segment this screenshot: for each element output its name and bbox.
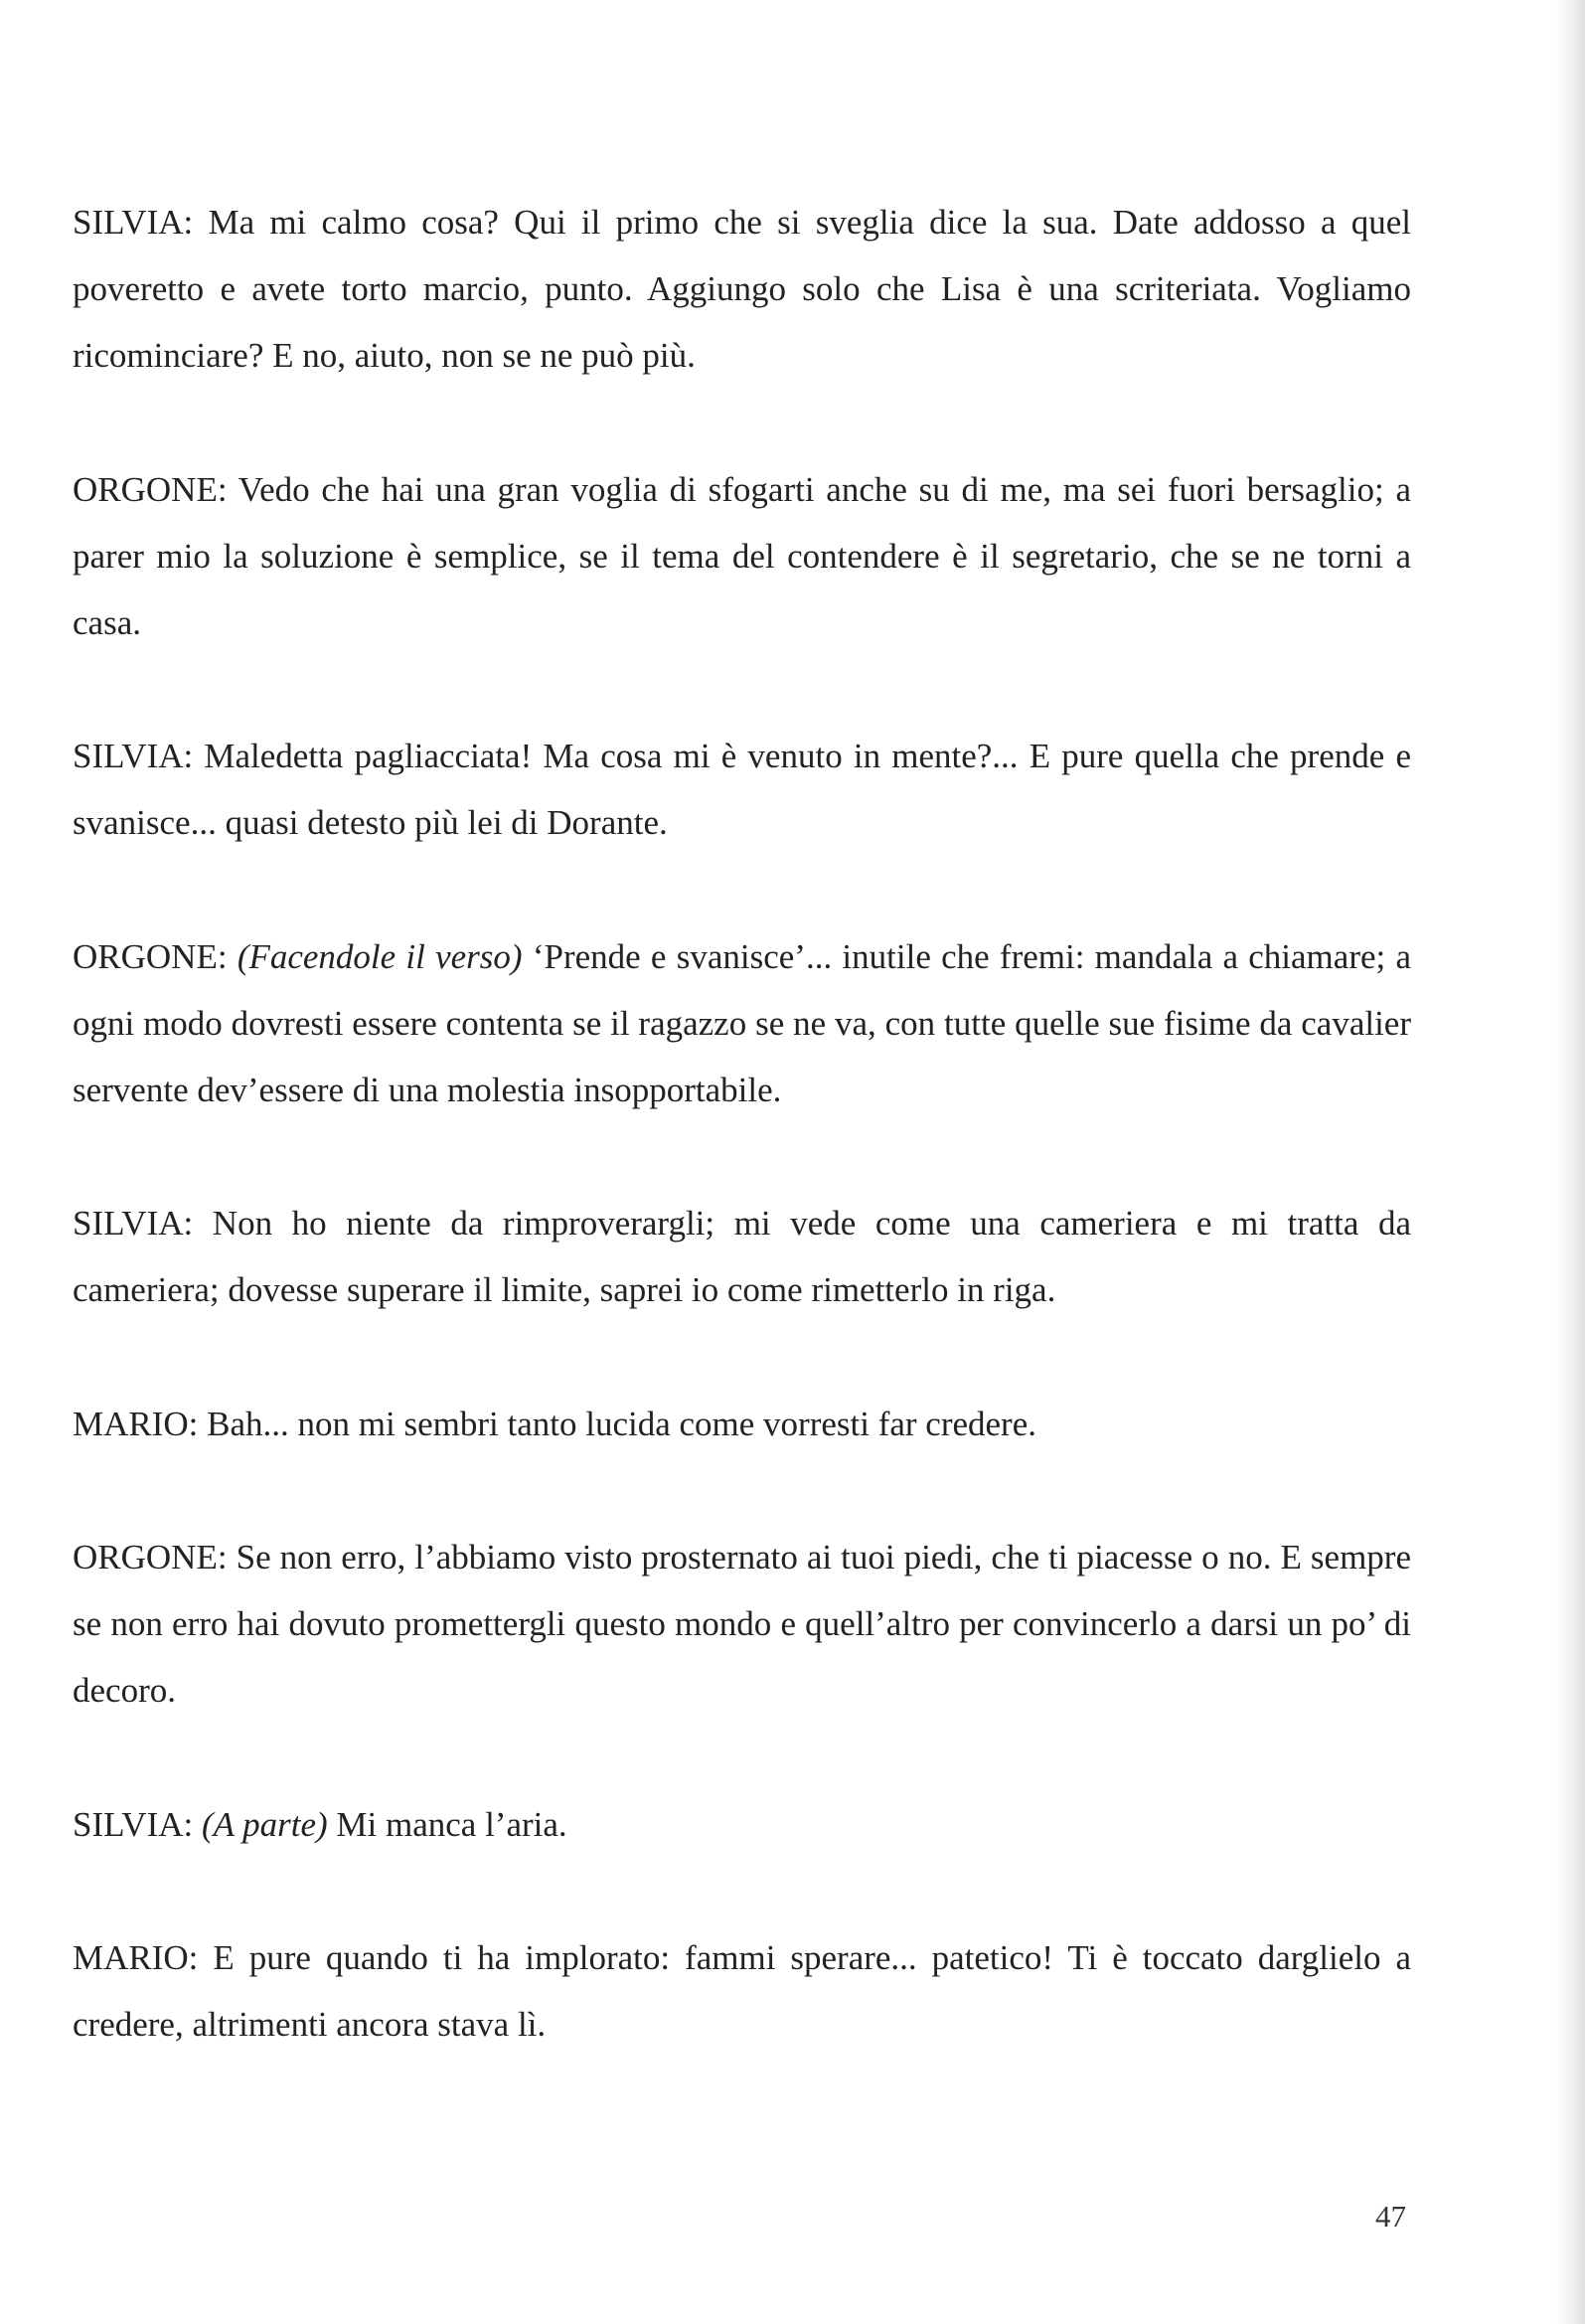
- dialogue-paragraph: [73, 1391, 1411, 1457]
- dialogue-paragraph: [73, 723, 1411, 856]
- dialogue-text: E pure quando ti ha implorato: fammi sperare... patetico! Ti è toccato darglielo a credere, altrimenti ancora stava lì.: [73, 1938, 1411, 2044]
- speaker-name: SILVIA:: [73, 203, 194, 242]
- speaker-name: SILVIA:: [73, 1204, 194, 1243]
- speaker-name: MARIO:: [73, 1405, 199, 1443]
- dialogue-paragraph: [73, 456, 1411, 656]
- speaker-name: ORGONE:: [73, 1538, 228, 1577]
- speaker-name: ORGONE:: [73, 470, 228, 509]
- page-number: 47: [1375, 2199, 1406, 2234]
- dialogue-text: Bah... non mi sembri tanto lucida come vorresti far credere.: [207, 1405, 1036, 1443]
- dialogue-paragraph: [73, 923, 1411, 1123]
- dialogue-text: Vedo che hai una gran voglia di sfogarti anche su di me, ma sei fuori bersaglio; a parer mio la soluzione è semplice, se il tema del contendere è il segretario, che se ne torni a casa.: [73, 470, 1411, 642]
- speaker-name: MARIO:: [73, 1938, 199, 1977]
- dialogue-paragraph: [73, 1524, 1411, 1724]
- speaker-name: SILVIA:: [73, 737, 194, 775]
- dialogue-paragraph: [73, 1190, 1411, 1323]
- dialogue-paragraph: [73, 1924, 1411, 2058]
- dialogue-text: Ma mi calmo cosa? Qui il primo che si sveglia dice la sua. Date addosso a quel poveretto e avete torto marcio, punto. Aggiungo solo che Lisa è una scriteriata. Vogliamo ricominciare? E no, aiuto, non se ne può più.: [73, 203, 1412, 375]
- stage-direction: (A parte): [201, 1805, 328, 1844]
- dialogue-text: ‘Prende e svanisce’... inutile che fremi: mandala a chiamare; a ogni modo dovresti essere contenta se il ragazzo se ne va, con tutte quelle sue fisime da cavalier servente dev’essere di una molestia insopportabile.: [73, 937, 1412, 1109]
- dialogue-text: Se non erro, l’abbiamo visto prosternato ai tuoi piedi, che ti piacesse o no. E sempre se non erro hai dovuto promettergli questo mondo e quell’altro per convincerlo a darsi un po’ di decoro.: [73, 1538, 1411, 1710]
- dialogue-text: Non ho niente da rimproverargli; mi vede come una cameriera e mi tratta da cameriera; dovesse superare il limite, saprei io come rimetterlo in riga.: [73, 1204, 1411, 1309]
- dialogue-paragraph: [73, 189, 1411, 389]
- speaker-name: SILVIA:: [73, 1805, 194, 1844]
- stage-direction: (Facendole il verso): [237, 937, 523, 976]
- speaker-name: ORGONE:: [73, 937, 228, 976]
- dialogue-text: Mi manca l’aria.: [336, 1805, 567, 1844]
- dialogue-paragraph: [73, 1791, 1411, 1858]
- scan-edge-shadow: [1555, 0, 1585, 2324]
- dialogue-text: Maledetta pagliacciata! Ma cosa mi è venuto in mente?... E pure quella che prende e svanisce... quasi detesto più lei di Dorante.: [73, 737, 1411, 842]
